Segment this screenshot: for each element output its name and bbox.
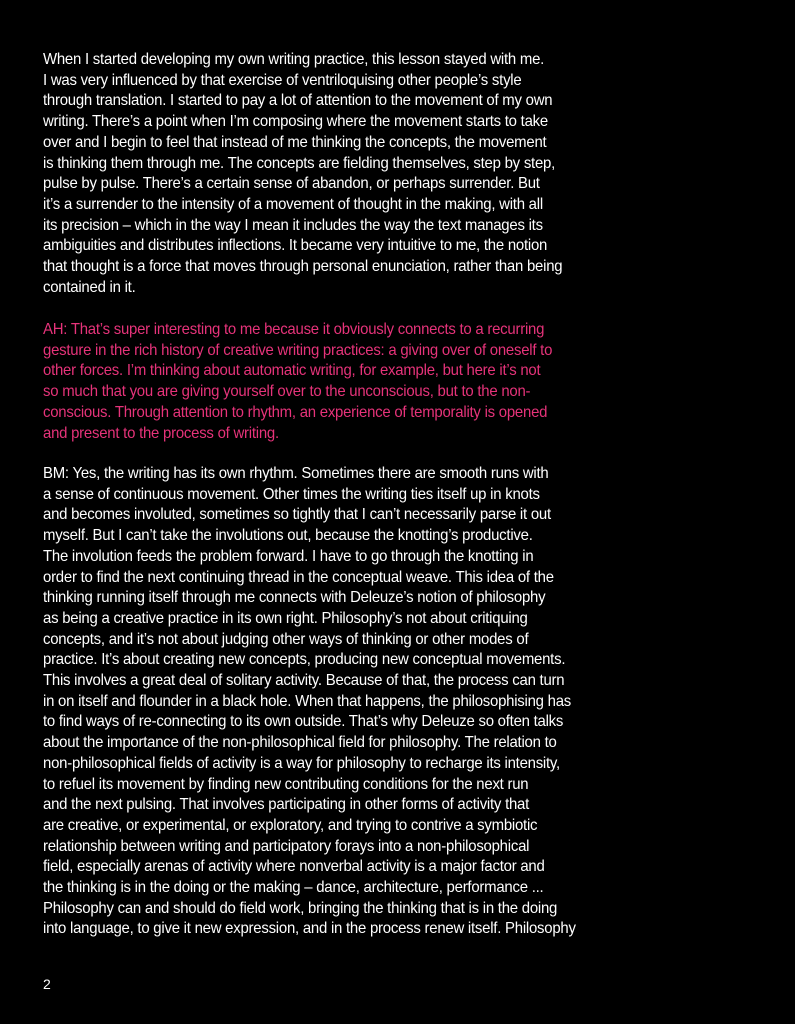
text-line: in on itself and flounder in a black hole. When that happens, the philosophising has xyxy=(43,692,572,710)
text-line: non-philosophical fields of activity is a way for philosophy to recharge its intensity, xyxy=(43,754,560,772)
paragraph-interviewer-question xyxy=(43,320,643,444)
text-line: as being a creative practice in its own right. Philosophy’s not about critiquing xyxy=(43,609,528,627)
text-line: thinking running itself through me connects with Deleuze’s notion of philosophy xyxy=(43,589,546,607)
text-line: over and I begin to feel that instead of me thinking the concepts, the movement xyxy=(43,133,547,151)
text-line: This involves a great deal of solitary activity. Because of that, the process can turn xyxy=(43,672,565,690)
text-line: I was very influenced by that exercise of ventriloquising other people’s style xyxy=(43,71,522,89)
text-line: When I started developing my own writing practice, this lesson stayed with me. xyxy=(43,51,545,68)
text-line: the thinking is in the doing or the making – dance, architecture, performance ... xyxy=(43,879,544,897)
text-line: to find ways of re-connecting to its own outside. That’s why Deleuze so often talks xyxy=(43,713,564,731)
text-line: into language, to give it new expression, and in the process renew itself. Philosophy xyxy=(43,920,576,938)
text-line: its precision – which in the way I mean it includes the way the text manages its xyxy=(43,216,543,234)
text-line: conscious. Through attention to rhythm, an experience of temporality is opened xyxy=(43,403,548,421)
text-line: so much that you are giving yourself over to the unconscious, but to the non- xyxy=(43,383,531,401)
text-line: Philosophy can and should do field work, bringing the thinking that is in the doing xyxy=(43,899,558,917)
text-line: a sense of continuous movement. Other times the writing ties itself up in knots xyxy=(43,485,540,503)
text-line: to refuel its movement by finding new contributing conditions for the next run xyxy=(43,775,529,793)
text-line: The involution feeds the problem forward. I have to go through the knotting in xyxy=(43,547,534,565)
text-line: writing. There’s a point when I’m composing where the movement starts to take xyxy=(43,113,548,131)
text-line: order to find the next continuing thread in the conceptual weave. This idea of the xyxy=(43,568,554,586)
text-line: BM: Yes, the writing has its own rhythm. Sometimes there are smooth runs with xyxy=(43,465,549,482)
text-line: field, especially arenas of activity where nonverbal activity is a major factor and xyxy=(43,858,545,876)
text-line: and the next pulsing. That involves participating in other forms of activity that xyxy=(43,796,530,814)
text-line: through translation. I started to pay a lot of attention to the movement of my own xyxy=(43,92,553,110)
text-line: and present to the process of writing. xyxy=(43,424,279,442)
text-line: practice. It’s about creating new concepts, producing new conceptual movements. xyxy=(43,651,566,669)
text-line: is thinking them through me. The concepts are fielding themselves, step by step, xyxy=(43,154,556,172)
text-line: are creative, or experimental, or exploratory, and trying to contrive a symbiotic xyxy=(43,816,538,834)
text-line: it’s a surrender to the intensity of a movement of thought in the making, with all xyxy=(43,195,543,213)
text-line: concepts, and it’s not about judging other ways of thinking or other modes of xyxy=(43,630,529,648)
text-line: other forces. I’m thinking about automatic writing, for example, but here it’s not xyxy=(43,362,541,380)
paragraph-bm-response xyxy=(43,464,643,940)
text-line: contained in it. xyxy=(43,278,136,296)
text-line: relationship between writing and participatory forays into a non-philosophical xyxy=(43,837,530,855)
text-line: that thought is a force that moves through personal enunciation, rather than being xyxy=(43,258,563,276)
text-line: ambiguities and distributes inflections. It became very intuitive to me, the notion xyxy=(43,237,548,255)
text-line: myself. But I can’t take the involutions out, because the knotting’s productive. xyxy=(43,527,533,545)
text-line: pulse by pulse. There’s a certain sense of abandon, or perhaps surrender. But xyxy=(43,175,540,193)
text-line: and becomes involuted, sometimes so tightly that I can’t necessarily parse it out xyxy=(43,506,551,524)
paragraph-intro xyxy=(43,50,643,298)
text-line: about the importance of the non-philosophical field for philosophy. The relation to xyxy=(43,734,557,752)
page-number: 2 xyxy=(43,976,51,992)
text-line: AH: That’s super interesting to me because it obviously connects to a recurring xyxy=(43,321,545,338)
text-line: gesture in the rich history of creative writing practices: a giving over of oneself to xyxy=(43,341,553,359)
